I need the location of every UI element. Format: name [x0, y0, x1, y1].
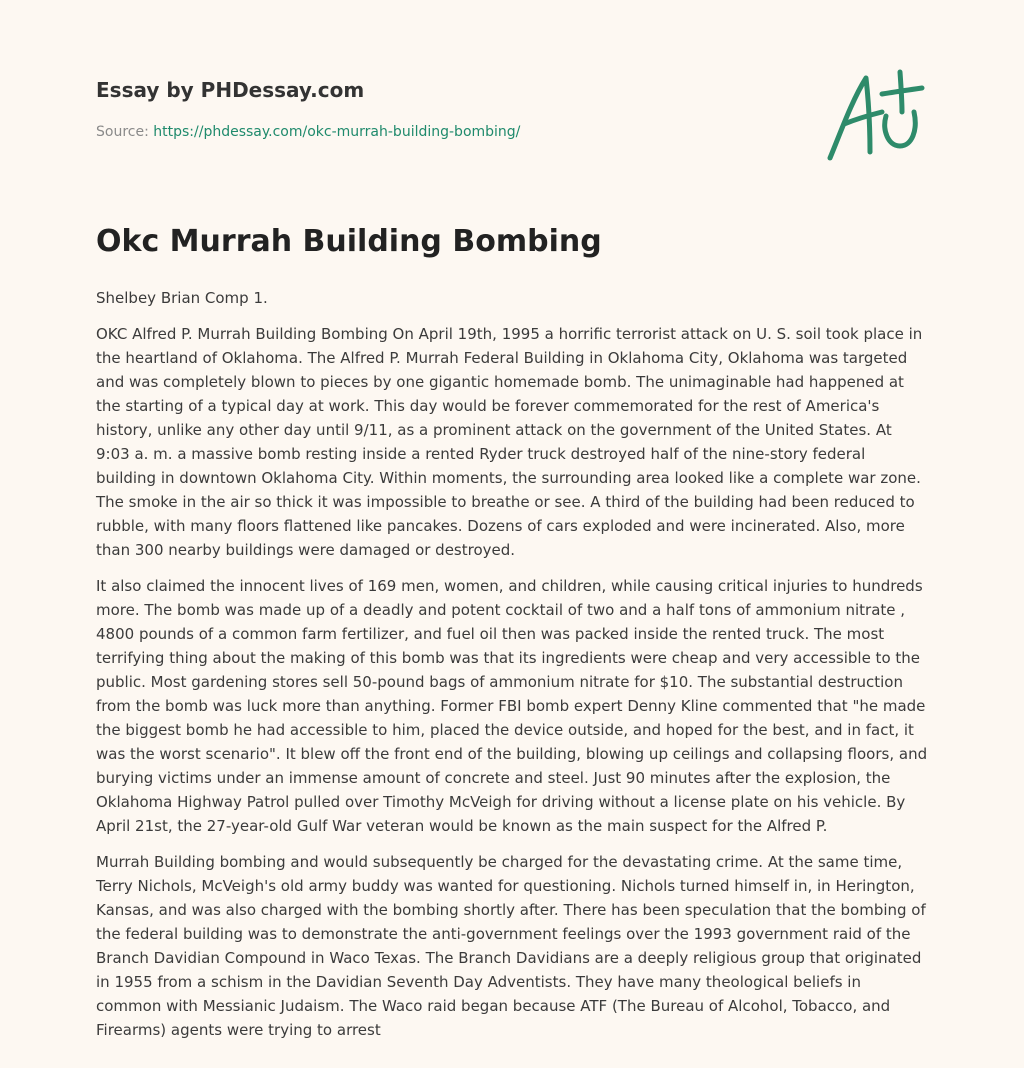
a-plus-grade-icon: [822, 66, 928, 166]
source-link[interactable]: https://phdessay.com/okc-murrah-building-bombing/: [153, 124, 521, 140]
site-brand: Essay by PHDessay.com: [96, 78, 365, 102]
essay-paragraph: It also claimed the innocent lives of 169 men, women, and children, while causing critical injuries to hundreds more. The bomb was made up of a deadly and potent cocktail of two and a half tons of ammonium nitrate , 4800 pounds of a common farm fertilizer, and fuel oil then was packed inside the rented truck. The most terrifying thing about the making of this bomb was that its ingredients were cheap and very accessible to the public. Most gardening stores sell 50-pound bags of ammonium nitrate for $10. The substantial destruction from the bomb was luck more than anything. Former FBI bomb expert Denny Kline commented that "he made the biggest bomb he had accessible to him, placed the device outside, and hoped for the best, and in fact, it was the worst scenario". It blew off the front end of the building, blowing up ceilings and collapsing floors, and burying victims under an immense amount of concrete and steel. Just 90 minutes after the explosion, the Oklahoma Highway Patrol pulled over Timothy McVeigh for driving without a license plate on his vehicle. By April 21st, the 27-year-old Gulf War veteran would be known as the main suspect for the Alfred P.: [96, 577, 928, 835]
source-label: Source:: [96, 124, 154, 140]
source-line: [96, 124, 520, 140]
essay-paragraph: Murrah Building bombing and would subsequently be charged for the devastating crime. At the same time, Terry Nichols, McVeigh's old army buddy was wanted for questioning. Nichols turned himself in, in Herington, Kansas, and was also charged with the bombing shortly after. There has been speculation that the bombing of the federal building was to demonstrate the anti-government feelings over the 1993 government raid of the Branch Davidian Compound in Waco Texas. The Branch Davidians are a deeply religious group that originated in 1955 from a schism in the Davidian Seventh Day Adventists. They have many theological beliefs in common with Messianic Judaism. The Waco raid began because ATF (The Bureau of Alcohol, Tobacco, and Firearms) agents were trying to arrest: [96, 853, 926, 1039]
essay-paragraph: OKC Alfred P. Murrah Building Bombing On April 19th, 1995 a horrific terrorist attack on U. S. soil took place in the heartland of Oklahoma. The Alfred P. Murrah Federal Building in Oklahoma City, Oklahoma was targeted and was completely blown to pieces by one gigantic homemade bomb. The unimaginable had happened at the starting of a typical day at work. This day would be forever commemorated for the rest of America's history, unlike any other day until 9/11, as a prominent attack on the government of the United States. At 9:03 a. m. a massive bomb resting inside a rented Ryder truck destroyed half of the nine-story federal building in downtown Oklahoma City. Within moments, the surrounding area looked like a complete war zone. The smoke in the air so thick it was impossible to breathe or see. A third of the building had been reduced to rubble, with many floors flattened like pancakes. Dozens of cars exploded and were incinerated. Also, more than 300 nearby buildings were damaged or destroyed.: [96, 325, 923, 559]
essay-paragraph: Shelbey Brian Comp 1.: [96, 289, 268, 307]
essay-title: Okc Murrah Building Bombing: [96, 224, 602, 259]
essay-body: [96, 286, 928, 1054]
